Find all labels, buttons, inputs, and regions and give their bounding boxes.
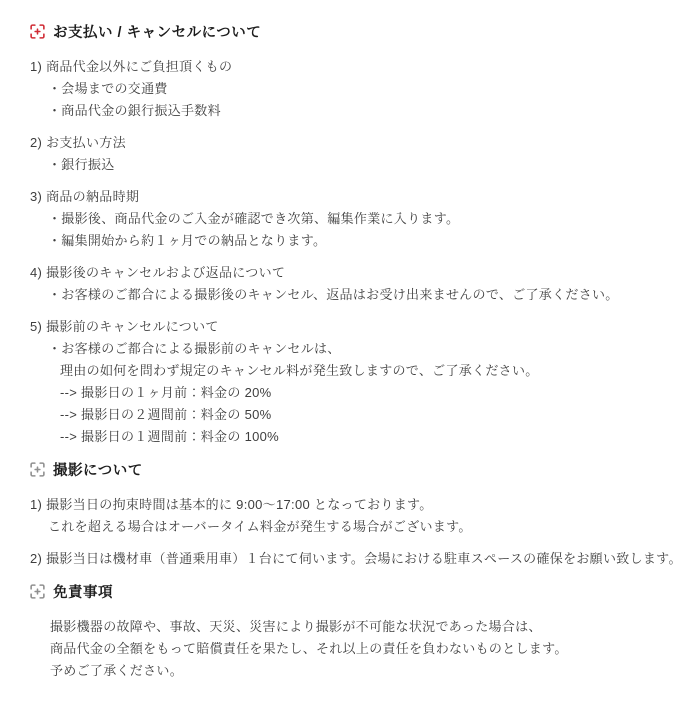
policy-item bbox=[30, 494, 674, 538]
policy-line: 商品代金の全額をもって賠償責任を果たし、それ以上の責任を負わないものとします。 bbox=[50, 641, 568, 656]
policy-line: 4) 撮影後のキャンセルおよび返品について bbox=[30, 265, 286, 280]
policy-line: これを超える場合はオーバータイム料金が発生する場合がございます。 bbox=[48, 519, 472, 534]
policy-line: ・銀行振込 bbox=[48, 157, 115, 172]
policy-item bbox=[30, 548, 682, 570]
section-header bbox=[30, 458, 674, 480]
cancel-fee-line: --> 撮影日の１週間前：料金の 100% bbox=[60, 429, 280, 444]
policy-line: ・撮影後、商品代金のご入金が確認でき次第、編集作業に入ります。 bbox=[48, 211, 460, 226]
disclaimer-body bbox=[30, 616, 674, 682]
section-shooting bbox=[30, 458, 682, 570]
policy-line: 1) 撮影当日の拘束時間は基本的に 9:00〜17:00 となっております。 bbox=[30, 497, 433, 512]
section-disclaimer bbox=[30, 580, 674, 682]
section-header bbox=[30, 580, 674, 602]
policy-item bbox=[30, 132, 674, 176]
policy-line: 3) 商品の納品時期 bbox=[30, 189, 140, 204]
cancel-fee-line: --> 撮影日の２週間前：料金の 50% bbox=[60, 407, 272, 422]
viewfinder-plus-icon bbox=[30, 24, 45, 39]
section-payment-cancel bbox=[30, 20, 674, 448]
policy-line: ・お客様のご都合による撮影後のキャンセル、返品はお受け出来ませんので、ご了承ください。 bbox=[48, 287, 619, 302]
policy-item bbox=[30, 186, 674, 252]
cancel-fee-line: --> 撮影日の１ヶ月前：料金の 20% bbox=[60, 385, 272, 400]
policy-line: ・お客様のご都合による撮影前のキャンセルは、 bbox=[48, 341, 341, 356]
policy-line: 2) お支払い方法 bbox=[30, 135, 126, 150]
section-title: 撮影について bbox=[53, 462, 143, 479]
viewfinder-plus-icon bbox=[30, 584, 45, 599]
policy-line: 5) 撮影前のキャンセルについて bbox=[30, 319, 219, 334]
policy-line: ・商品代金の銀行振込手数料 bbox=[48, 103, 221, 118]
policy-line: 撮影機器の故障や、事故、天災、災害により撮影が不可能な状況であった場合は、 bbox=[50, 619, 542, 634]
section-title: 免責事項 bbox=[53, 584, 113, 601]
policy-line: 2) 撮影当日は機材車（普通乗用車）１台にて伺います。会場における駐車スペースの確保をお願い致します。 bbox=[30, 551, 682, 566]
policy-line: ・編集開始から約１ヶ月での納品となります。 bbox=[48, 233, 327, 248]
viewfinder-plus-icon bbox=[30, 462, 45, 477]
policy-line: 予めご了承ください。 bbox=[50, 663, 184, 678]
policy-item bbox=[30, 56, 674, 122]
policy-item bbox=[30, 262, 674, 306]
policy-line: 1) 商品代金以外にご負担頂くもの bbox=[30, 59, 233, 74]
policy-item bbox=[30, 316, 674, 448]
policy-line: 理由の如何を問わず規定のキャンセル料が発生致しますので、ご了承ください。 bbox=[60, 363, 539, 378]
section-title: お支払い / キャンセルについて bbox=[53, 24, 262, 41]
policy-line: ・会場までの交通費 bbox=[48, 81, 168, 96]
section-header bbox=[30, 20, 674, 42]
